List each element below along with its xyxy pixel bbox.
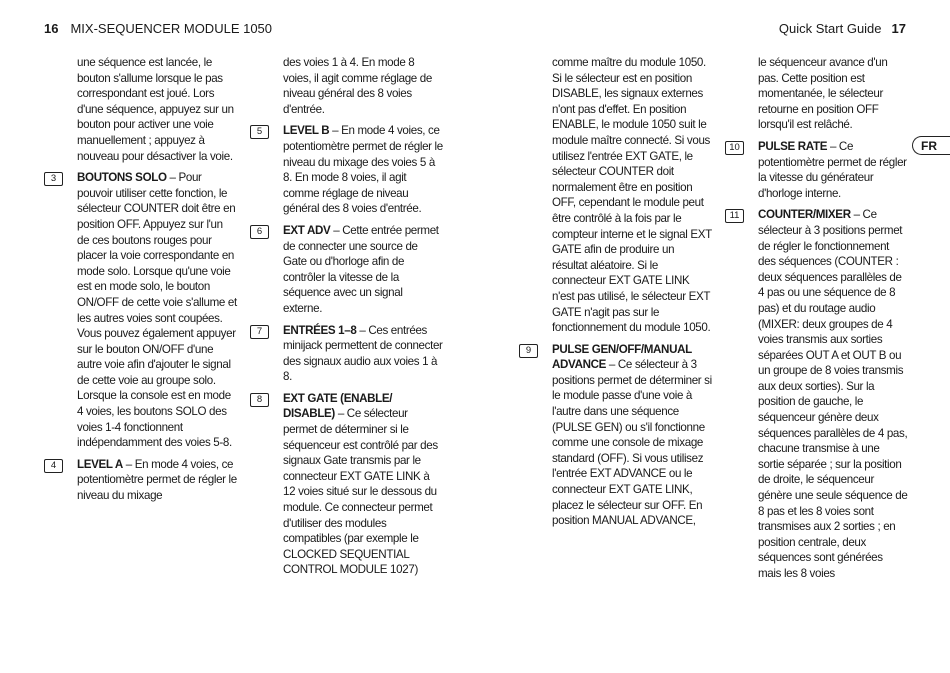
- language-tab: FR: [912, 136, 950, 155]
- item-7: [256, 323, 443, 385]
- column-1: [50, 55, 237, 504]
- item-9: [525, 342, 712, 529]
- item-number-badge: 4: [44, 459, 63, 473]
- item-number-badge: 6: [250, 225, 269, 239]
- item-8: [256, 391, 443, 578]
- column-3-intro: comme maître du module 1050. Si le sélecteur est en position DISABLE, les signaux externes n'ont pas d'effet. En position ENABLE, le module 1050 suit le module maître connecté. Si vous utilisez l'entrée EXT GATE, le sélecteur COUNTER doit normalement être en position OFF, cependant le module peut être contrôlé à la fois par le compteur interne et le signal EXT GATE afin de produire un résultat aléatoire. Si le connecteur EXT GATE LINK n'est pas utilisé, le sélecteur EXT GATE n'agit pas sur le fonctionnement du module 1050.: [552, 56, 712, 335]
- item-number-badge: 7: [250, 325, 269, 339]
- item-title: LEVEL B: [283, 124, 330, 138]
- item-4: [50, 457, 237, 504]
- column-3: [525, 55, 712, 529]
- item-6: [256, 223, 443, 317]
- right-page-header: [779, 21, 906, 36]
- item-title: COUNTER/MIXER: [758, 208, 851, 222]
- item-title: EXT GATE (ENABLE/ DISABLE): [283, 391, 393, 421]
- item-text: – En mode 4 voies, ce potentiomètre permet de régler le niveau du mixage: [77, 457, 237, 503]
- column-2: [256, 55, 443, 578]
- item-text: – Ce sélecteur à 3 positions permet de régler le fonctionnement des séquences (COUNTER : deux séquences parallèles de 4 pas ou une séquence de 8 pas) et du routage audio (MIXER: deux groupes de 4 voies transmis aux sorties séparées OUT A et OUT B ou un groupe de 8 voies transmis aux deux sorties). Sur la position de gauche, le séquenceur génère deux séquences parallèles de 4 pas, chacune transmise à une sortie séparée ; sur la position de droite, le séquenceur génère une seule séquence de 8 pas et les 8 voies sont transmises aux 2 sorties ; en position centrale, deux séquences sont générées mais les 8 voies: [758, 208, 908, 580]
- item-text: – Pour pouvoir utiliser cette fonction, le sélecteur COUNTER doit être en position OFF. Appuyez sur l'un de ces boutons rouges pour placer la voie correspondante en mode solo. Lorsque qu'une voie est en mode solo, le bouton ON/OFF de cette voie s'allume et les autres voies sont coupées. Vous pouvez également appuyer sur le bouton ON/OFF d'une autre voie afin d'ajouter le signal de cette voie au groupe solo. Lorsque la console est en mode 4 voies, les boutons SOLO des voies 1-4 fonctionnent indépendamment des voies 5-8.: [77, 171, 237, 450]
- item-text: – Ces entrées minijack permettent de connecter des signaux audio aux voies 1 à 8.: [283, 323, 443, 384]
- item-title: PULSE GEN/OFF/MANUAL ADVANCE: [552, 342, 692, 372]
- item-10: [729, 139, 908, 201]
- item-11: [729, 207, 908, 581]
- item-title: EXT ADV: [283, 223, 331, 237]
- column-1-intro: une séquence est lancée, le bouton s'allume lorsque le pas correspondant est joué. Lors d'une séquence, appuyez sur un bouton pour activer une voie manuellement ; appuyez à nouveau pour désactiver la voie.: [77, 56, 234, 163]
- item-3: [50, 170, 237, 451]
- left-page-title: MIX-SEQUENCER MODULE 1050: [70, 21, 273, 36]
- item-number-badge: 5: [250, 125, 269, 139]
- right-page-number: 17: [891, 21, 906, 36]
- column-4: [729, 55, 908, 582]
- item-text: – Cette entrée permet de connecter une source de Gate ou d'horloge afin de contrôler la vitesse de la séquence avec un signal externe.: [283, 223, 439, 315]
- item-text: – Ce potentiomètre permet de régler la vitesse du générateur d'horloge interne.: [758, 139, 907, 200]
- item-number-badge: 11: [725, 209, 744, 223]
- item-title: ENTRÉES 1–8: [283, 323, 357, 337]
- item-text: – En mode 4 voies, ce potentiomètre permet de régler le niveau du mixage des voies 5 à 8. En mode 8 voies, il agit comme réglage de niveau général des 8 voies d'entrée.: [283, 124, 443, 216]
- item-title: PULSE RATE: [758, 139, 828, 153]
- column-2-intro: des voies 1 à 4. En mode 8 voies, il agit comme réglage de niveau général des 8 voies d'entrée.: [283, 56, 432, 116]
- right-page-title: Quick Start Guide: [778, 21, 882, 36]
- item-5: [256, 123, 443, 217]
- item-number-badge: 9: [519, 344, 538, 358]
- item-title: BOUTONS SOLO: [77, 171, 167, 185]
- item-text: – Ce sélecteur permet de déterminer si le séquenceur est contrôlé par des signaux Gate transmis par le connecteur EXT GATE LINK à 12 voies situé sur le dessous du module. Ce connecteur permet d'utiliser des modules compatibles (par exemple le CLOCKED SEQUENTIAL CONTROL MODULE 1027): [283, 407, 438, 577]
- item-title: LEVEL A: [77, 457, 123, 471]
- left-page-number: 16: [44, 21, 59, 36]
- item-number-badge: 8: [250, 393, 269, 407]
- left-page-header: [44, 21, 272, 36]
- item-text: – Ce sélecteur à 3 positions permet de déterminer si le module passe d'une voie à l'autre dans une séquence (PULSE GEN) ou s'il fonctionne comme une console de mixage standard (OFF). Si vous utilisez l'entrée EXT ADVANCE ou le connecteur EXT GATE LINK, placez le sélecteur sur OFF. En position MANUAL ADVANCE,: [552, 358, 712, 528]
- column-4-intro: le séquenceur avance d'un pas. Cette position est momentanée, le sélecteur retourne en position OFF lorsqu'il est relâché.: [758, 56, 888, 132]
- item-number-badge: 3: [44, 172, 63, 186]
- item-number-badge: 10: [725, 141, 744, 155]
